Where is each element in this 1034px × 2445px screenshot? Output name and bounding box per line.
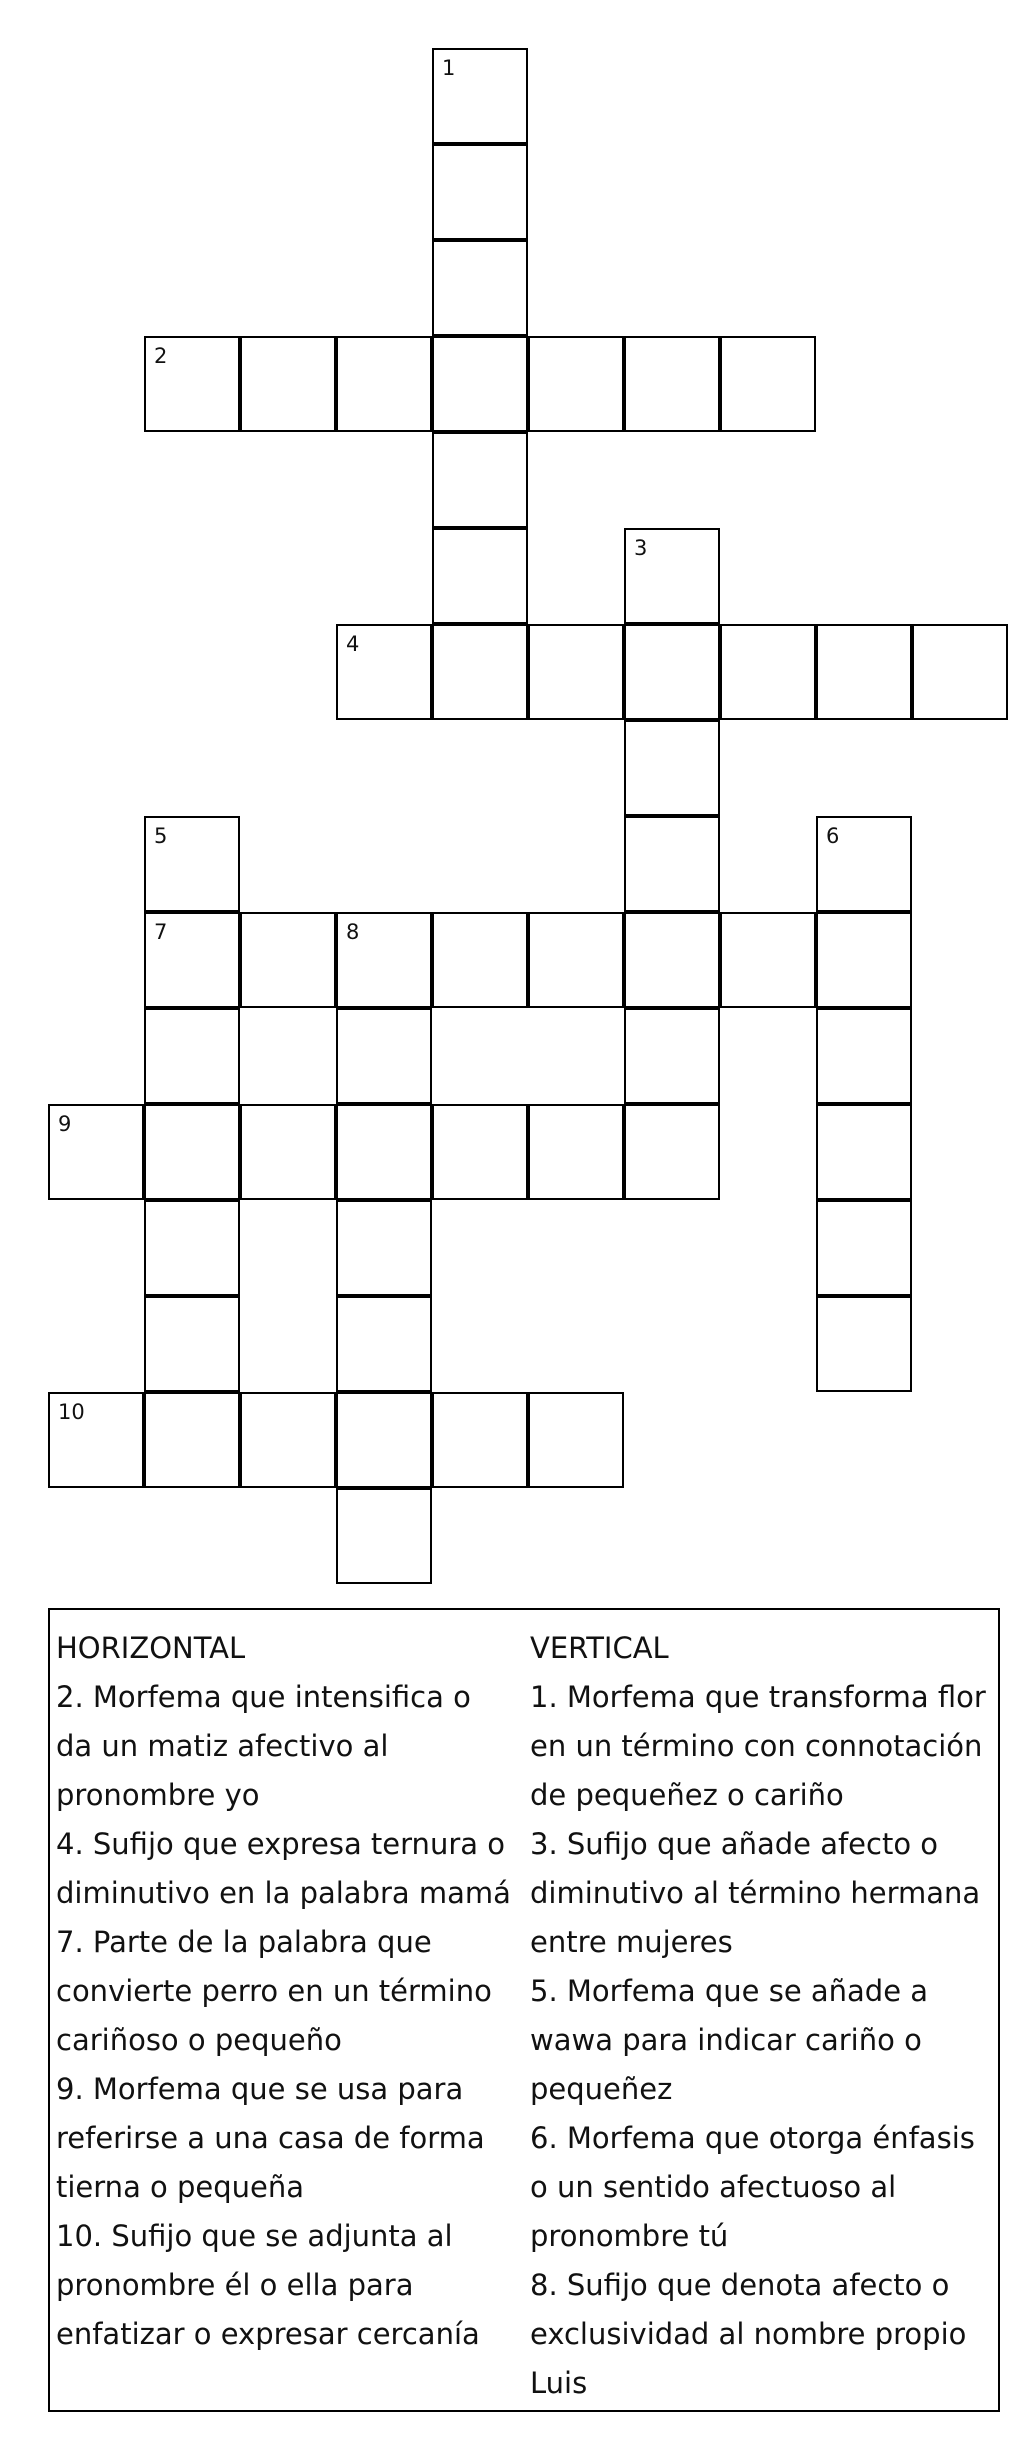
- crossword-cell[interactable]: [432, 240, 528, 336]
- crossword-cell[interactable]: [432, 1392, 528, 1488]
- clue-vertical-1: 1. Morfema que transforma flor en un término con connotación de pequeñez o cariño: [530, 1680, 986, 1812]
- clue-vertical-8: 8. Sufijo que denota afecto o exclusividad al nombre propio Luis: [530, 2268, 967, 2400]
- clue-number: 8: [346, 920, 360, 944]
- crossword-cell[interactable]: [144, 816, 240, 912]
- crossword-cell[interactable]: [912, 624, 1008, 720]
- crossword-cell[interactable]: [816, 1296, 912, 1392]
- horizontal-clues: [56, 1624, 516, 2359]
- crossword-cell[interactable]: [336, 1296, 432, 1392]
- clue-number: 5: [154, 824, 168, 848]
- crossword-cell[interactable]: [432, 528, 528, 624]
- crossword-cell[interactable]: [336, 912, 432, 1008]
- crossword-cell[interactable]: [624, 336, 720, 432]
- crossword-cell[interactable]: [528, 624, 624, 720]
- clue-horizontal-7: 7. Parte de la palabra que convierte perro en un término cariñoso o pequeño: [56, 1925, 492, 2057]
- crossword-cell[interactable]: [432, 624, 528, 720]
- crossword-cell[interactable]: [432, 912, 528, 1008]
- crossword-cell[interactable]: [432, 336, 528, 432]
- crossword-cell[interactable]: [336, 1488, 432, 1584]
- crossword-cell[interactable]: [336, 1008, 432, 1104]
- clue-vertical-6: 6. Morfema que otorga énfasis o un sentido afectuoso al pronombre tú: [530, 2121, 975, 2253]
- crossword-cell[interactable]: [432, 144, 528, 240]
- crossword-cell[interactable]: [240, 336, 336, 432]
- crossword-cell[interactable]: [144, 1296, 240, 1392]
- clues-box: [48, 1608, 1000, 2412]
- clue-horizontal-9: 9. Morfema que se usa para referirse a una casa de forma tierna o pequeña: [56, 2072, 485, 2204]
- crossword-cell[interactable]: [144, 1104, 240, 1200]
- crossword-cell[interactable]: [144, 336, 240, 432]
- vertical-heading: VERTICAL: [530, 1631, 669, 1665]
- crossword-cell[interactable]: [816, 1008, 912, 1104]
- crossword-cell[interactable]: [528, 1392, 624, 1488]
- crossword-cell[interactable]: [336, 1392, 432, 1488]
- crossword-cell[interactable]: [240, 1104, 336, 1200]
- clue-number: 3: [634, 536, 648, 560]
- clue-vertical-3: 3. Sufijo que añade afecto o diminutivo al término hermana entre mujeres: [530, 1827, 981, 1959]
- clue-number: 2: [154, 344, 168, 368]
- crossword-cell[interactable]: [144, 1392, 240, 1488]
- crossword-cell[interactable]: [624, 816, 720, 912]
- crossword-cell[interactable]: [528, 336, 624, 432]
- crossword-cell[interactable]: [144, 1008, 240, 1104]
- crossword-cell[interactable]: [816, 624, 912, 720]
- crossword-cell[interactable]: [624, 912, 720, 1008]
- crossword-cell[interactable]: [816, 816, 912, 912]
- crossword-cell[interactable]: [816, 1200, 912, 1296]
- clue-number: 9: [58, 1112, 72, 1136]
- crossword-cell[interactable]: [816, 912, 912, 1008]
- crossword-cell[interactable]: [624, 720, 720, 816]
- horizontal-heading: HORIZONTAL: [56, 1631, 246, 1665]
- crossword-cell[interactable]: [336, 1200, 432, 1296]
- crossword-cell[interactable]: [720, 336, 816, 432]
- crossword-cell[interactable]: [624, 1104, 720, 1200]
- crossword-cell[interactable]: [624, 528, 720, 624]
- clue-vertical-5: 5. Morfema que se añade a wawa para indicar cariño o pequeñez: [530, 1974, 929, 2106]
- clue-number: 7: [154, 920, 168, 944]
- crossword-cell[interactable]: [528, 1104, 624, 1200]
- crossword-cell[interactable]: [432, 48, 528, 144]
- crossword-cell[interactable]: [816, 1104, 912, 1200]
- crossword-cell[interactable]: [624, 624, 720, 720]
- vertical-clues: [530, 1624, 990, 2408]
- crossword-cell[interactable]: [432, 1104, 528, 1200]
- crossword-cell[interactable]: [336, 336, 432, 432]
- crossword-cell[interactable]: [240, 912, 336, 1008]
- crossword-cell[interactable]: [48, 1392, 144, 1488]
- crossword-cell[interactable]: [144, 912, 240, 1008]
- clue-number: 1: [442, 56, 456, 80]
- crossword-cell[interactable]: [720, 912, 816, 1008]
- crossword-cell[interactable]: [432, 432, 528, 528]
- clue-number: 4: [346, 632, 360, 656]
- clue-number: 10: [58, 1400, 85, 1424]
- crossword-cell[interactable]: [720, 624, 816, 720]
- clue-number: 6: [826, 824, 840, 848]
- crossword-cell[interactable]: [528, 912, 624, 1008]
- clue-horizontal-10: 10. Sufijo que se adjunta al pronombre él o ella para enfatizar o expresar cercanía: [56, 2219, 480, 2351]
- crossword-cell[interactable]: [240, 1392, 336, 1488]
- crossword-cell[interactable]: [336, 624, 432, 720]
- crossword-cell[interactable]: [624, 1008, 720, 1104]
- crossword-cell[interactable]: [144, 1200, 240, 1296]
- clue-horizontal-4: 4. Sufijo que expresa ternura o diminutivo en la palabra mamá: [56, 1827, 511, 1910]
- crossword-cell[interactable]: [48, 1104, 144, 1200]
- clue-horizontal-2: 2. Morfema que intensifica o da un matiz afectivo al pronombre yo: [56, 1680, 471, 1812]
- crossword-cell[interactable]: [336, 1104, 432, 1200]
